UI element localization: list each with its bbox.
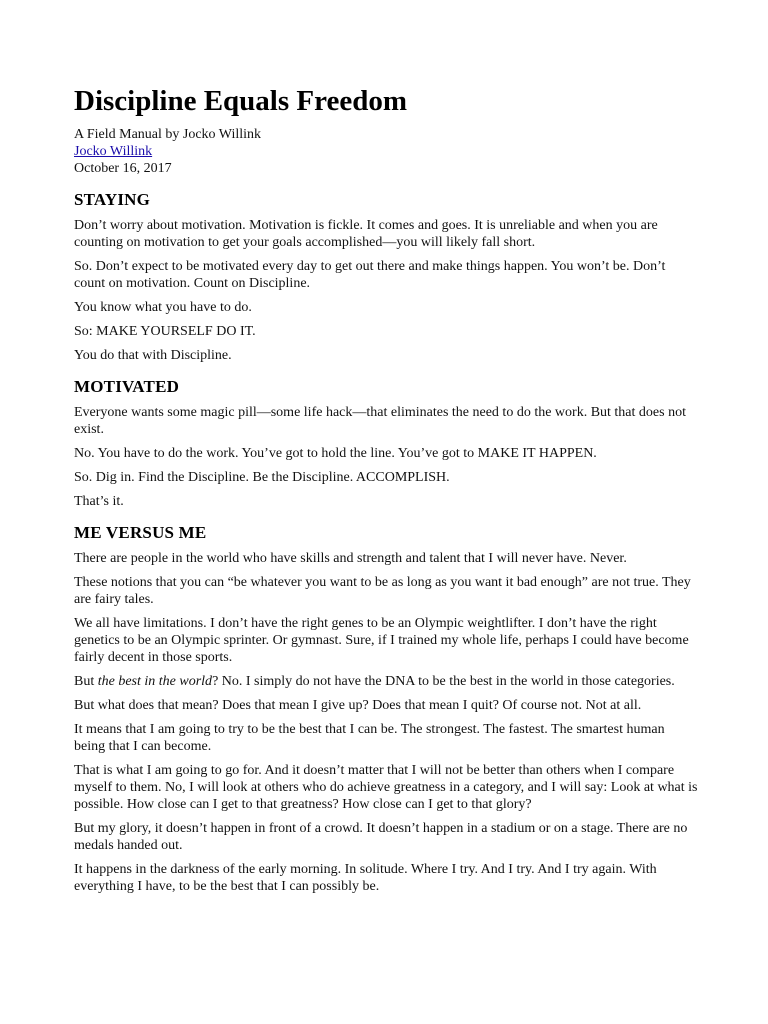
document-subtitle: A Field Manual by Jocko Willink <box>74 127 262 142</box>
paragraph-with-emphasis <box>74 673 698 690</box>
paragraph: There are people in the world who have skills and strength and talent that I will never have. Never. <box>74 551 627 566</box>
section-motivated <box>74 376 698 510</box>
paragraph: So. Don’t expect to be motivated every day to get out there and make things happen. You won’t be. Don’t count on motivation. Count on Discipline. <box>74 259 666 291</box>
document-title: Discipline Equals Freedom <box>74 85 407 117</box>
paragraph: So: MAKE YOURSELF DO IT. <box>74 324 256 339</box>
section-heading: ME VERSUS ME <box>74 523 207 542</box>
document-meta <box>74 126 698 177</box>
paragraph: Everyone wants some magic pill—some life hack—that eliminates the need to do the work. But that does not exist. <box>74 405 686 437</box>
paragraph: That is what I am going to go for. And it doesn’t matter that I will not be better than others when I compare myself to them. No, I will look at others who do achieve greatness in a category, and I will say: Look at what is possible. How close can I get to that greatness? How close can I get to that glory? <box>74 763 698 812</box>
section-heading: MOTIVATED <box>74 377 180 396</box>
paragraph-text: ? No. I simply do not have the DNA to be the best in the world in those categories. <box>212 674 675 689</box>
paragraph: But my glory, it doesn’t happen in front of a crowd. It doesn’t happen in a stadium or on a stage. There are no medals handed out. <box>74 821 688 853</box>
paragraph: It happens in the darkness of the early morning. In solitude. Where I try. And I try. And I try again. With everything I have, to be the best that I can possibly be. <box>74 862 657 894</box>
paragraph: We all have limitations. I don’t have the right genes to be an Olympic weightlifter. I don’t have the right genetics to be an Olympic sprinter. Or gymnast. Sure, if I trained my whole life, perhaps I could have become fairly decent in those sports. <box>74 616 689 665</box>
section-me-versus-me <box>74 522 698 895</box>
paragraph: No. You have to do the work. You’ve got to hold the line. You’ve got to MAKE IT HAPPEN. <box>74 446 597 461</box>
paragraph: Don’t worry about motivation. Motivation is fickle. It comes and goes. It is unreliable and when you are counting on motivation to get your goals accomplished—you will likely fall short. <box>74 218 658 250</box>
section-staying <box>74 189 698 364</box>
paragraph: So. Dig in. Find the Discipline. Be the Discipline. ACCOMPLISH. <box>74 470 450 485</box>
paragraph: That’s it. <box>74 494 124 509</box>
emphasis-text: the best in the world <box>97 674 213 689</box>
publish-date: October 16, 2017 <box>74 161 172 176</box>
paragraph: It means that I am going to try to be the best that I can be. The strongest. The fastest. The smartest human being that I can become. <box>74 722 665 754</box>
paragraph: You know what you have to do. <box>74 300 252 315</box>
section-heading: STAYING <box>74 190 151 209</box>
paragraph-text: But <box>74 674 98 689</box>
paragraph: But what does that mean? Does that mean I give up? Does that mean I quit? Of course not. Not at all. <box>74 698 642 713</box>
paragraph: These notions that you can “be whatever you want to be as long as you want it bad enough” are not true. They are fairy tales. <box>74 575 691 607</box>
paragraph: You do that with Discipline. <box>74 348 232 363</box>
author-link[interactable]: Jocko Willink <box>74 144 153 159</box>
